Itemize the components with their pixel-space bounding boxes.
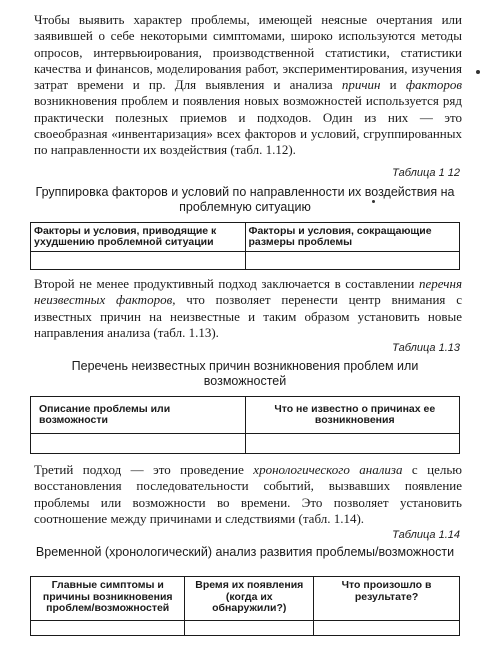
table-header-row [31, 223, 460, 252]
table-header-cell: Главные симптомы и причины возникновения проблем/возможностей [31, 577, 185, 621]
table-13-label: Таблица 1.13 [392, 342, 460, 354]
table-header-row [31, 577, 460, 621]
table-12 [30, 222, 460, 270]
table-14-title: Временной (хронологический) анализ развития проблемы/возможности [35, 545, 455, 559]
paragraph-third-approach: Третий подход — это проведение хронологического анализа с целью восстановления последовательности событий, вызвавших появление проблемы или возможности во времени. Это позволяет установить соотношение между причинами и следствиями (табл. 1.14). [34, 462, 462, 526]
paragraph-second-approach: Второй не менее продуктивный подход заключается в составлении перечня неизвестных факторов, что позволяет перенести центр внимания с известных причин на неизвестные и таким образом установить новые направления анализа (табл. 1.13). [34, 276, 462, 340]
table-cell [245, 434, 460, 454]
table-12-title: Группировка факторов и условий по направленности их воздействия на проблемную ситуацию [35, 185, 455, 214]
table-header-cell: Время их появления (когда их обнаружили?) [185, 577, 314, 621]
table-header-cell: Факторы и условия, приводящие к ухудшению проблемной ситуации [31, 223, 246, 252]
table-cell [314, 621, 460, 636]
table-header-row [31, 397, 460, 434]
table-cell [245, 252, 460, 270]
table-13-title: Перечень неизвестных причин возникновения проблем или возможностей [71, 359, 419, 388]
table-header-cell: Что не известно о причинах ее возникновения [245, 397, 460, 434]
table-row [31, 434, 460, 454]
table-13 [30, 396, 460, 454]
table-cell [31, 252, 246, 270]
table-12-label: Таблица 1 12 [392, 167, 460, 179]
table-14-label: Таблица 1.14 [392, 529, 460, 541]
table-row [31, 252, 460, 270]
table-row [31, 621, 460, 636]
table-cell [31, 434, 246, 454]
table-cell [185, 621, 314, 636]
table-header-cell: Факторы и условия, сокращающие размеры проблемы [245, 223, 460, 252]
table-header-cell: Описание проблемы или возможности [31, 397, 246, 434]
table-cell [31, 621, 185, 636]
scan-speck [372, 200, 375, 203]
table-header-cell: Что произошло в результате? [314, 577, 460, 621]
table-14 [30, 576, 460, 636]
scan-speck [476, 70, 480, 74]
paragraph-intro: Чтобы выявить характер проблемы, имеющей неясные очертания или заявившей о себе некоторыми симптомами, широко используются методы опросов, интервьюирования, производственной статистики, статистики качества и финансов, моделирования работ, экспериментирования, изучения затрат времени и пр. Для выявления и анализа причин и факторов возникновения проблем и появления новых возможностей используется ряд практически полезных приемов и подходов. Один из них — это своеобразная «инвентаризация» всех факторов и условий, сгруппированных по направленности их воздействия (табл. 1.12). [34, 12, 462, 158]
